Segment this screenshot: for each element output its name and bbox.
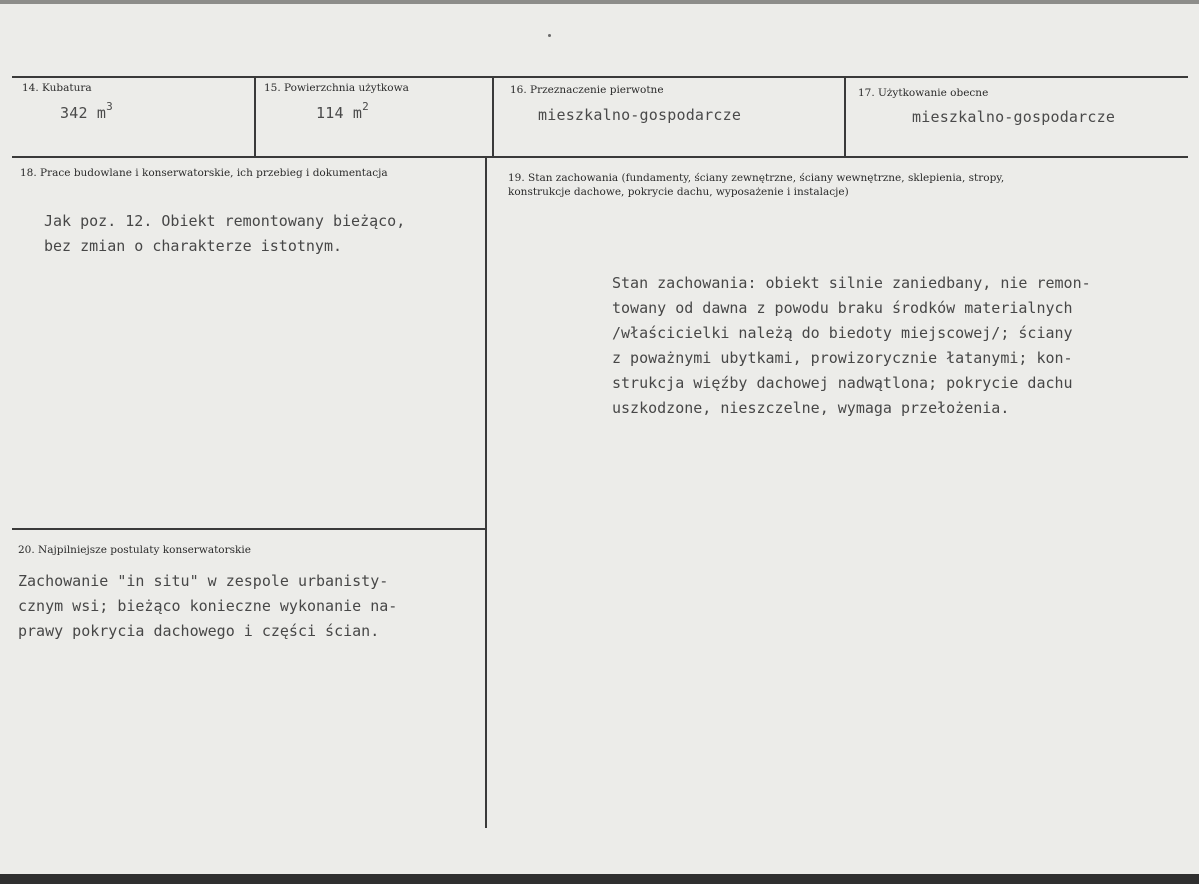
value-powierzchnia: 114 $m^2$ bbox=[316, 100, 369, 122]
rule-v3 bbox=[844, 76, 846, 156]
label-stan-line1: 19. Stan zachowania (fundamenty, ściany zewnętrzne, ściany wewnętrzne, sklepienia, stropy, bbox=[508, 172, 1005, 184]
text-line: uszkodzone, nieszczelne, wymaga przełożenia. bbox=[612, 399, 1010, 417]
text-line: Zachowanie "in situ" w zespole urbanisty- bbox=[18, 572, 389, 590]
rule-row1-bottom bbox=[12, 156, 1188, 158]
text-line: /właścicielki należą do biedoty miejscowej/; ściany bbox=[612, 324, 1073, 342]
text-line: z poważnymi ubytkami, prowizorycznie łatanymi; kon- bbox=[612, 349, 1073, 367]
rule-v1 bbox=[254, 76, 256, 156]
label-przeznaczenie: 16. Przeznaczenie pierwotne bbox=[510, 84, 664, 96]
text-line: strukcja więźby dachowej nadwątlona; pokrycie dachu bbox=[612, 374, 1073, 392]
label-powierzchnia: 15. Powierzchnia użytkowa bbox=[264, 82, 409, 94]
text-line: Stan zachowania: obiekt silnie zaniedbany, nie remon- bbox=[612, 274, 1091, 292]
value-kubatura: 342 $m^3$ bbox=[60, 100, 113, 122]
speck bbox=[548, 34, 551, 37]
text-prace bbox=[44, 209, 405, 259]
text-line: bez zmian o charakterze istotnym. bbox=[44, 237, 343, 255]
text-line: Jak poz. 12. Obiekt remontowany bieżąco, bbox=[44, 212, 406, 230]
value-przeznaczenie: mieszkalno-gospodarcze bbox=[538, 106, 742, 124]
value-uzytkowanie: mieszkalno-gospodarcze bbox=[912, 108, 1116, 126]
bottom-edge bbox=[0, 874, 1199, 884]
label-stan-line2: konstrukcje dachowe, pokrycie dachu, wyposażenie i instalacje) bbox=[508, 186, 849, 198]
label-kubatura: 14. Kubatura bbox=[22, 82, 92, 94]
text-line: prawy pokrycia dachowego i części ścian. bbox=[18, 622, 380, 640]
text-line: towany od dawna z powodu braku środków materialnych bbox=[612, 299, 1073, 317]
label-prace: 18. Prace budowlane i konserwatorskie, ich przebieg i dokumentacja bbox=[20, 167, 388, 179]
top-edge bbox=[0, 0, 1199, 4]
rule-f18-bottom bbox=[12, 528, 486, 530]
label-postulaty: 20. Najpilniejsze postulaty konserwatorskie bbox=[18, 544, 251, 556]
text-line: cznym wsi; bieżąco konieczne wykonanie na- bbox=[18, 597, 398, 615]
text-postulaty bbox=[18, 569, 397, 644]
rule-top bbox=[12, 76, 1188, 78]
text-stan bbox=[612, 271, 1091, 421]
label-uzytkowanie: 17. Użytkowanie obecne bbox=[858, 87, 989, 99]
rule-v2 bbox=[492, 76, 494, 156]
rule-v-main bbox=[485, 156, 487, 828]
